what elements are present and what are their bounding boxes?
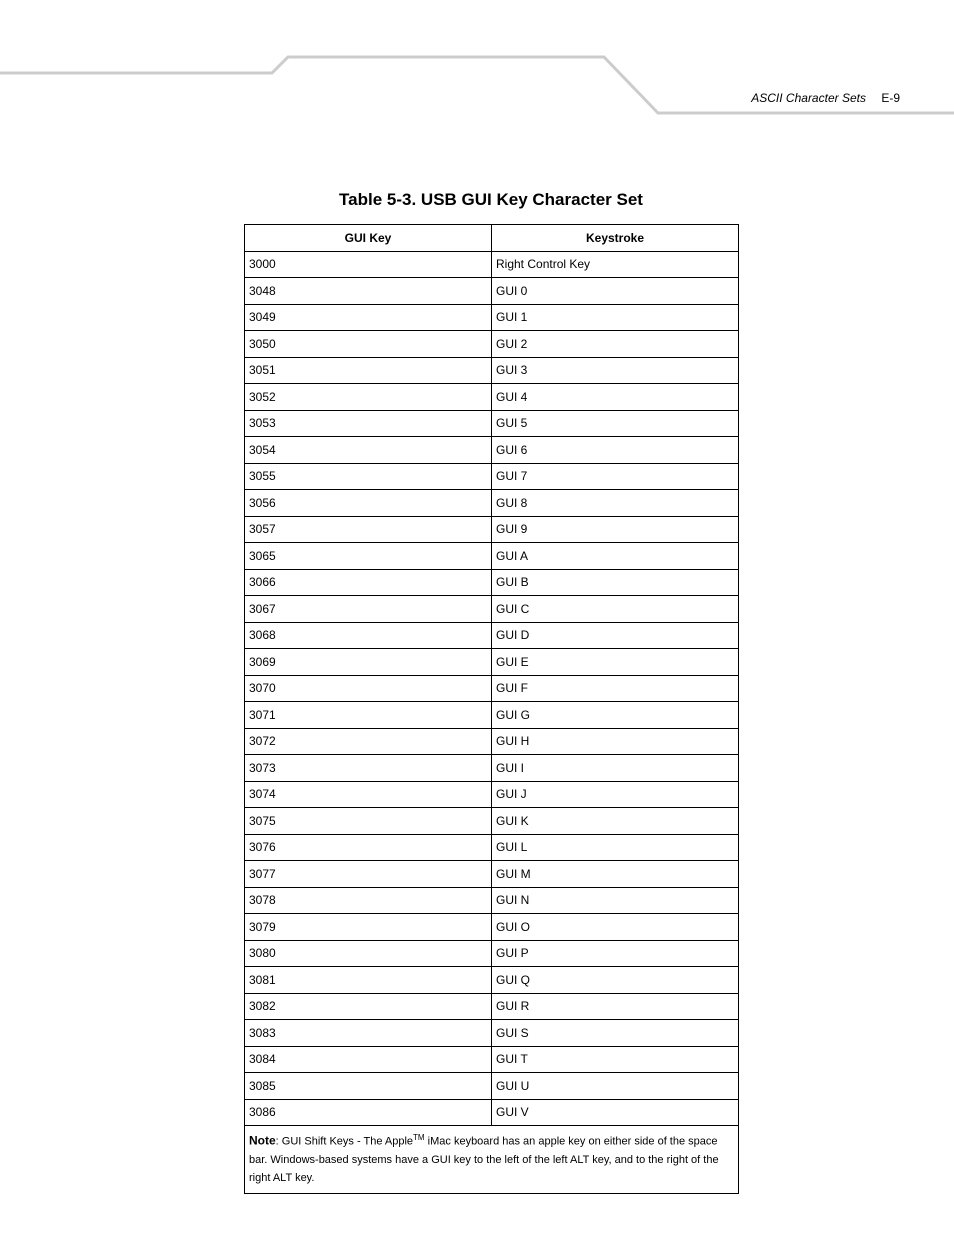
table-row [245, 278, 739, 305]
gui-key-cell: 3084 [245, 1046, 492, 1073]
running-header [751, 91, 900, 105]
keystroke-cell: GUI N [492, 887, 739, 914]
table-row [245, 596, 739, 623]
gui-key-cell: 3048 [245, 278, 492, 305]
note-text-before: : GUI Shift Keys - The Apple [275, 1135, 414, 1148]
column-header-keystroke: Keystroke [492, 225, 739, 252]
table-row [245, 516, 739, 543]
gui-key-cell: 3075 [245, 808, 492, 835]
keystroke-cell: GUI B [492, 569, 739, 596]
gui-key-cell: 3071 [245, 702, 492, 729]
table-row [245, 1046, 739, 1073]
table-row [245, 357, 739, 384]
gui-key-cell: 3073 [245, 755, 492, 782]
table-row [245, 702, 739, 729]
keystroke-cell: GUI V [492, 1099, 739, 1126]
table-row [245, 1073, 739, 1100]
table-row [245, 914, 739, 941]
table-row [245, 755, 739, 782]
gui-key-table [244, 224, 739, 1194]
keystroke-cell: GUI J [492, 781, 739, 808]
gui-key-cell: 3049 [245, 304, 492, 331]
keystroke-cell: GUI 5 [492, 410, 739, 437]
table-header-row [245, 225, 739, 252]
keystroke-cell: GUI E [492, 649, 739, 676]
table-row [245, 331, 739, 358]
gui-key-cell: 3051 [245, 357, 492, 384]
trademark-mark: TM [413, 1133, 425, 1142]
keystroke-cell: GUI F [492, 675, 739, 702]
table-row [245, 1099, 739, 1126]
gui-key-cell: 3077 [245, 861, 492, 888]
keystroke-cell: GUI M [492, 861, 739, 888]
keystroke-cell: GUI U [492, 1073, 739, 1100]
table-row [245, 463, 739, 490]
note-label: Note [249, 1133, 276, 1148]
keystroke-cell: GUI 6 [492, 437, 739, 464]
gui-key-cell: 3000 [245, 251, 492, 278]
table-row [245, 304, 739, 331]
keystroke-cell: Right Control Key [492, 251, 739, 278]
gui-key-cell: 3074 [245, 781, 492, 808]
keystroke-cell: GUI 3 [492, 357, 739, 384]
gui-key-cell: 3082 [245, 993, 492, 1020]
gui-key-cell: 3057 [245, 516, 492, 543]
keystroke-cell: GUI 7 [492, 463, 739, 490]
column-header-gui-key: GUI Key [245, 225, 492, 252]
table-row [245, 861, 739, 888]
gui-key-cell: 3076 [245, 834, 492, 861]
keystroke-cell: GUI C [492, 596, 739, 623]
gui-key-cell: 3050 [245, 331, 492, 358]
table-row [245, 384, 739, 411]
table-row [245, 781, 739, 808]
table-row [245, 940, 739, 967]
table-row [245, 967, 739, 994]
keystroke-cell: GUI O [492, 914, 739, 941]
keystroke-cell: GUI H [492, 728, 739, 755]
section-title: ASCII Character Sets [751, 91, 866, 105]
table-body [245, 251, 739, 1126]
keystroke-cell: GUI K [492, 808, 739, 835]
note-row [245, 1126, 739, 1194]
keystroke-cell: GUI 0 [492, 278, 739, 305]
keystroke-cell: GUI T [492, 1046, 739, 1073]
table-row [245, 834, 739, 861]
gui-key-cell: 3052 [245, 384, 492, 411]
header-rule [0, 0, 954, 130]
table-row [245, 649, 739, 676]
keystroke-cell: GUI Q [492, 967, 739, 994]
keystroke-cell: GUI A [492, 543, 739, 570]
gui-key-cell: 3065 [245, 543, 492, 570]
gui-key-cell: 3054 [245, 437, 492, 464]
gui-key-cell: 3069 [245, 649, 492, 676]
table-row [245, 490, 739, 517]
table-row [245, 887, 739, 914]
keystroke-cell: GUI P [492, 940, 739, 967]
table-row [245, 728, 739, 755]
table-row [245, 622, 739, 649]
table-row [245, 993, 739, 1020]
keystroke-cell: GUI R [492, 993, 739, 1020]
keystroke-cell: GUI L [492, 834, 739, 861]
gui-key-cell: 3079 [245, 914, 492, 941]
keystroke-cell: GUI 4 [492, 384, 739, 411]
keystroke-cell: GUI 2 [492, 331, 739, 358]
gui-key-cell: 3081 [245, 967, 492, 994]
table-row [245, 251, 739, 278]
table-row [245, 543, 739, 570]
gui-key-cell: 3078 [245, 887, 492, 914]
table-row [245, 569, 739, 596]
gui-key-cell: 3053 [245, 410, 492, 437]
note-cell [245, 1126, 739, 1194]
keystroke-cell: GUI 8 [492, 490, 739, 517]
gui-key-cell: 3056 [245, 490, 492, 517]
table-row [245, 410, 739, 437]
keystroke-cell: GUI 1 [492, 304, 739, 331]
gui-key-cell: 3080 [245, 940, 492, 967]
page-number: E-9 [881, 91, 900, 105]
keystroke-cell: GUI S [492, 1020, 739, 1047]
table-row [245, 437, 739, 464]
table-caption: Table 5-3. USB GUI Key Character Set [339, 190, 643, 209]
gui-key-cell: 3085 [245, 1073, 492, 1100]
keystroke-cell: GUI 9 [492, 516, 739, 543]
gui-key-cell: 3055 [245, 463, 492, 490]
gui-key-cell: 3070 [245, 675, 492, 702]
note-text-after: iMac keyboard has an apple key on either side of the space bar. Windows-based systems have a GUI key to the left of the left ALT key, and to the right of the right ALT key. [249, 1135, 719, 1184]
keystroke-cell: GUI I [492, 755, 739, 782]
table-row [245, 1020, 739, 1047]
table-row [245, 675, 739, 702]
table-row [245, 808, 739, 835]
gui-key-cell: 3072 [245, 728, 492, 755]
gui-key-cell: 3066 [245, 569, 492, 596]
gui-key-cell: 3086 [245, 1099, 492, 1126]
gui-key-cell: 3067 [245, 596, 492, 623]
keystroke-cell: GUI G [492, 702, 739, 729]
gui-key-cell: 3068 [245, 622, 492, 649]
gui-key-cell: 3083 [245, 1020, 492, 1047]
keystroke-cell: GUI D [492, 622, 739, 649]
